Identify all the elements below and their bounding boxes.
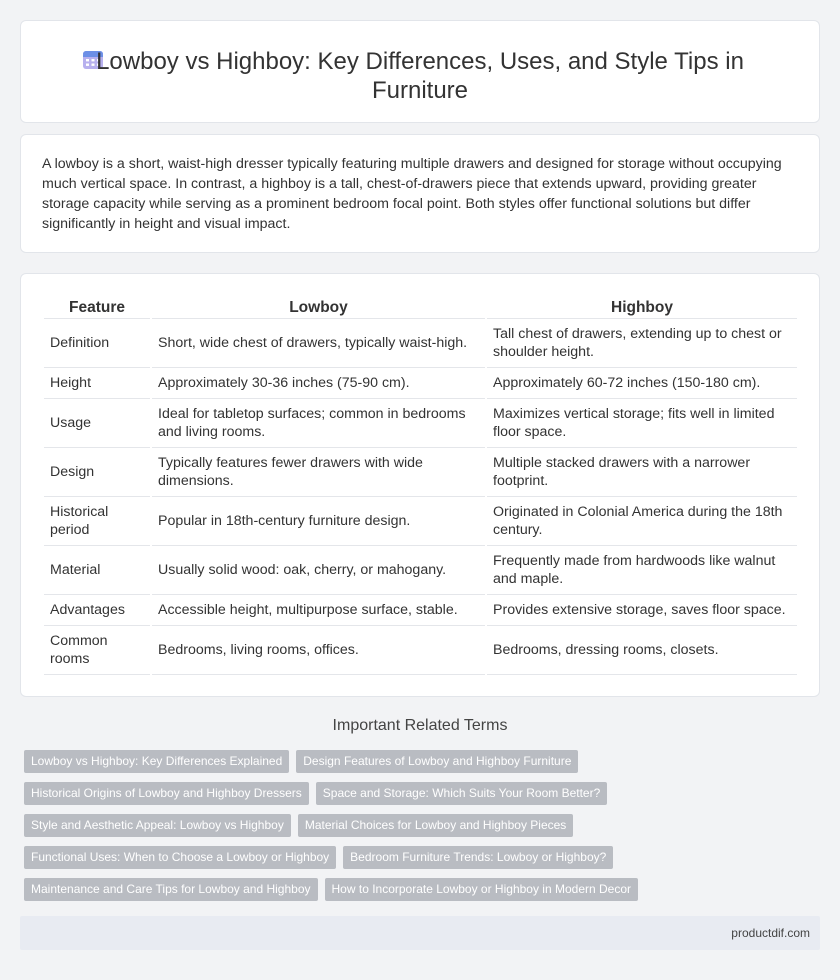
related-term-tag[interactable]: Functional Uses: When to Choose a Lowboy or Highboy bbox=[24, 846, 336, 869]
table-cell: Multiple stacked drawers with a narrower footprint. bbox=[487, 448, 797, 497]
related-term-tag[interactable]: Lowboy vs Highboy: Key Differences Explained bbox=[24, 750, 289, 773]
table-cell: Tall chest of drawers, extending up to chest or shoulder height. bbox=[487, 319, 797, 368]
column-header: Lowboy bbox=[152, 293, 485, 319]
table-row bbox=[44, 497, 797, 546]
related-term-tag[interactable]: Design Features of Lowboy and Highboy Furniture bbox=[296, 750, 578, 773]
related-term-tag[interactable]: Historical Origins of Lowboy and Highboy Dressers bbox=[24, 782, 309, 805]
page-title: Lowboy vs Highboy: Key Differences, Uses, and Style Tips in Furniture bbox=[96, 48, 744, 104]
table-row bbox=[44, 448, 797, 497]
table-cell: Usually solid wood: oak, cherry, or mahogany. bbox=[152, 546, 485, 595]
table-cell: Common rooms bbox=[44, 626, 150, 675]
table-row bbox=[44, 626, 797, 675]
footer bbox=[20, 916, 820, 950]
table-cell: Height bbox=[44, 368, 150, 399]
table-cell: Usage bbox=[44, 399, 150, 448]
related-term-tag[interactable]: How to Incorporate Lowboy or Highboy in Modern Decor bbox=[325, 878, 638, 901]
related-term-tag[interactable]: Style and Aesthetic Appeal: Lowboy vs Highboy bbox=[24, 814, 291, 837]
table-row bbox=[44, 368, 797, 399]
table-cell: Design bbox=[44, 448, 150, 497]
table-header-row bbox=[44, 293, 797, 319]
intro-paragraph: A lowboy is a short, waist-high dresser typically featuring multiple drawers and designed for storage without occupying much vertical space. In contrast, a highboy is a tall, chest-of-drawers piece that extends upward, providing greater storage capacity while serving as a prominent bedroom focal point. Both styles offer functional solutions but differ significantly in height and visual impact. bbox=[42, 156, 782, 232]
table-cell: Provides extensive storage, saves floor space. bbox=[487, 595, 797, 626]
table-cell: Frequently made from hardwoods like walnut and maple. bbox=[487, 546, 797, 595]
table-cell: Bedrooms, dressing rooms, closets. bbox=[487, 626, 797, 675]
related-term-tag[interactable]: Space and Storage: Which Suits Your Room Better? bbox=[316, 782, 608, 805]
related-term-tag[interactable]: Bedroom Furniture Trends: Lowboy or Highboy? bbox=[343, 846, 613, 869]
table-cell: Historical period bbox=[44, 497, 150, 546]
table-cell: Bedrooms, living rooms, offices. bbox=[152, 626, 485, 675]
table-row bbox=[44, 399, 797, 448]
column-header: Highboy bbox=[487, 293, 797, 319]
table-cell: Definition bbox=[44, 319, 150, 368]
table-cell: Originated in Colonial America during the 18th century. bbox=[487, 497, 797, 546]
title-card bbox=[20, 20, 820, 123]
table-row bbox=[44, 595, 797, 626]
table-cell: Accessible height, multipurpose surface, stable. bbox=[152, 595, 485, 626]
table-cell: Approximately 60-72 inches (150-180 cm). bbox=[487, 368, 797, 399]
table-row bbox=[44, 546, 797, 595]
table-cell: Popular in 18th-century furniture design. bbox=[152, 497, 485, 546]
related-terms-list bbox=[24, 750, 824, 901]
table-cell: Advantages bbox=[44, 595, 150, 626]
table-cell: Ideal for tabletop surfaces; common in bedrooms and living rooms. bbox=[152, 399, 485, 448]
related-term-tag[interactable]: Material Choices for Lowboy and Highboy Pieces bbox=[298, 814, 573, 837]
column-header: Feature bbox=[44, 293, 150, 319]
intro-card bbox=[20, 134, 820, 253]
comparison-card bbox=[20, 273, 820, 697]
related-term-tag[interactable]: Maintenance and Care Tips for Lowboy and Highboy bbox=[24, 878, 318, 901]
table-cell: Approximately 30-36 inches (75-90 cm). bbox=[152, 368, 485, 399]
table-cell: Typically features fewer drawers with wide dimensions. bbox=[152, 448, 485, 497]
comparison-table bbox=[42, 293, 799, 675]
table-row bbox=[44, 319, 797, 368]
site-link[interactable]: productdif.com bbox=[731, 926, 810, 940]
table-cell: Short, wide chest of drawers, typically waist-high. bbox=[152, 319, 485, 368]
related-terms-heading: Important Related Terms bbox=[332, 717, 508, 734]
table-cell: Maximizes vertical storage; fits well in limited floor space. bbox=[487, 399, 797, 448]
table-cell: Material bbox=[44, 546, 150, 595]
